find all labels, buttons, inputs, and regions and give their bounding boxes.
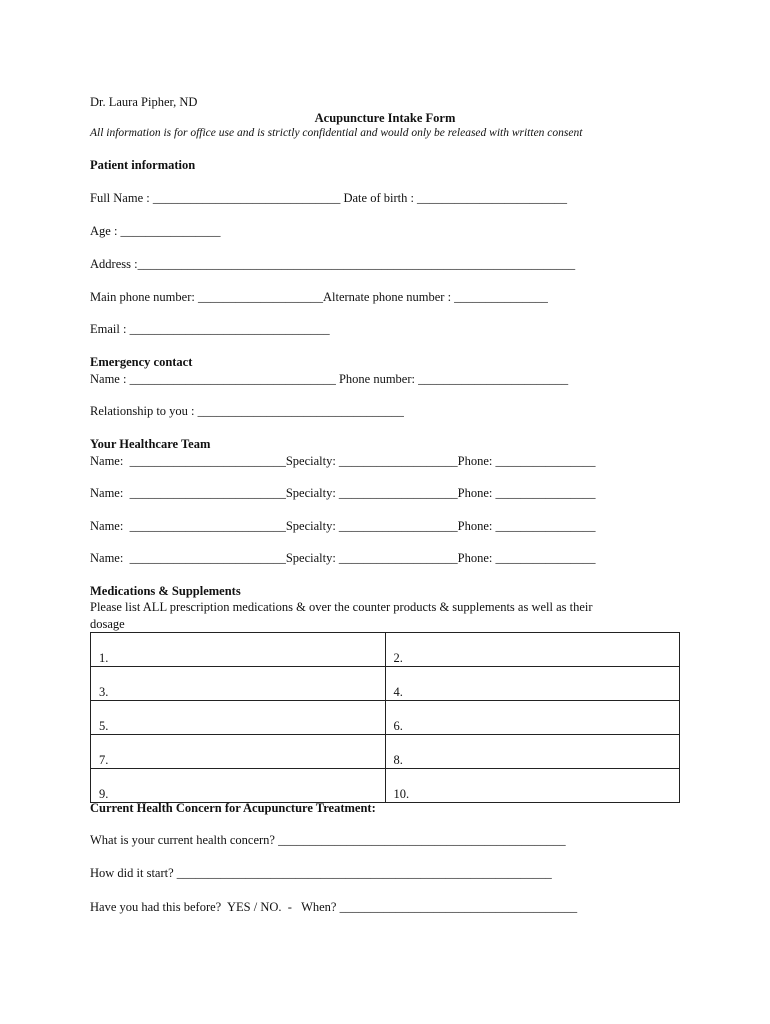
medication-cell[interactable]: 4. xyxy=(385,667,680,701)
team-member-row[interactable]: Name: _________________________Specialty: ___________________Phone: ________________ xyxy=(90,519,596,533)
medications-table xyxy=(90,632,680,803)
medication-cell[interactable]: 5. xyxy=(91,701,386,735)
medication-cell[interactable]: 3. xyxy=(91,667,386,701)
doctor-name: Dr. Laura Pipher, ND xyxy=(90,95,198,109)
medication-cell[interactable]: 8. xyxy=(385,735,680,769)
health-concern-heading: Current Health Concern for Acupuncture Treatment: xyxy=(90,801,376,815)
medications-instructions-cont: dosage xyxy=(90,617,125,631)
medications-instructions: Please list ALL prescription medications & over the counter products & supplements as well as their xyxy=(90,600,593,614)
patient-info-heading: Patient information xyxy=(90,158,196,172)
medications-heading: Medications & Supplements xyxy=(90,584,241,598)
email-field[interactable]: Email : ________________________________ xyxy=(90,322,330,336)
relationship-field[interactable]: Relationship to you : _________________________________ xyxy=(90,404,404,418)
address-field[interactable]: Address :______________________________________________________________________ xyxy=(90,257,576,271)
team-member-row[interactable]: Name: _________________________Specialty: ___________________Phone: ________________ xyxy=(90,454,596,468)
team-member-row[interactable]: Name: _________________________Specialty: ___________________Phone: ________________ xyxy=(90,551,596,565)
medication-cell[interactable]: 7. xyxy=(91,735,386,769)
team-member-row[interactable]: Name: _________________________Specialty: ___________________Phone: ________________ xyxy=(90,486,596,500)
phone-numbers-field[interactable]: Main phone number: ____________________Alternate phone number : _______________ xyxy=(90,290,548,304)
confidentiality-notice: All information is for office use and is strictly confidential and would only be released with written consent xyxy=(90,127,583,139)
full-name-field[interactable]: Full Name : ______________________________ Date of birth : ________________________ xyxy=(90,191,568,205)
emergency-contact-heading: Emergency contact xyxy=(90,355,193,369)
medication-cell[interactable]: 2. xyxy=(385,633,680,667)
form-title: Acupuncture Intake Form xyxy=(314,111,456,125)
healthcare-team-heading: Your Healthcare Team xyxy=(90,437,211,451)
had-before-field[interactable]: Have you had this before? YES / NO. - When? ______________________________________ xyxy=(90,900,578,914)
medication-cell[interactable]: 10. xyxy=(385,769,680,803)
age-field[interactable]: Age : ________________ xyxy=(90,224,221,238)
current-concern-field[interactable]: What is your current health concern? ______________________________________________ xyxy=(90,833,566,847)
medication-cell[interactable]: 9. xyxy=(91,769,386,803)
how-started-field[interactable]: How did it start? ____________________________________________________________ xyxy=(90,866,552,880)
medication-cell[interactable]: 6. xyxy=(385,701,680,735)
emergency-name-phone-field[interactable]: Name : _________________________________ Phone number: ________________________ xyxy=(90,372,569,386)
medication-cell[interactable]: 1. xyxy=(91,633,386,667)
